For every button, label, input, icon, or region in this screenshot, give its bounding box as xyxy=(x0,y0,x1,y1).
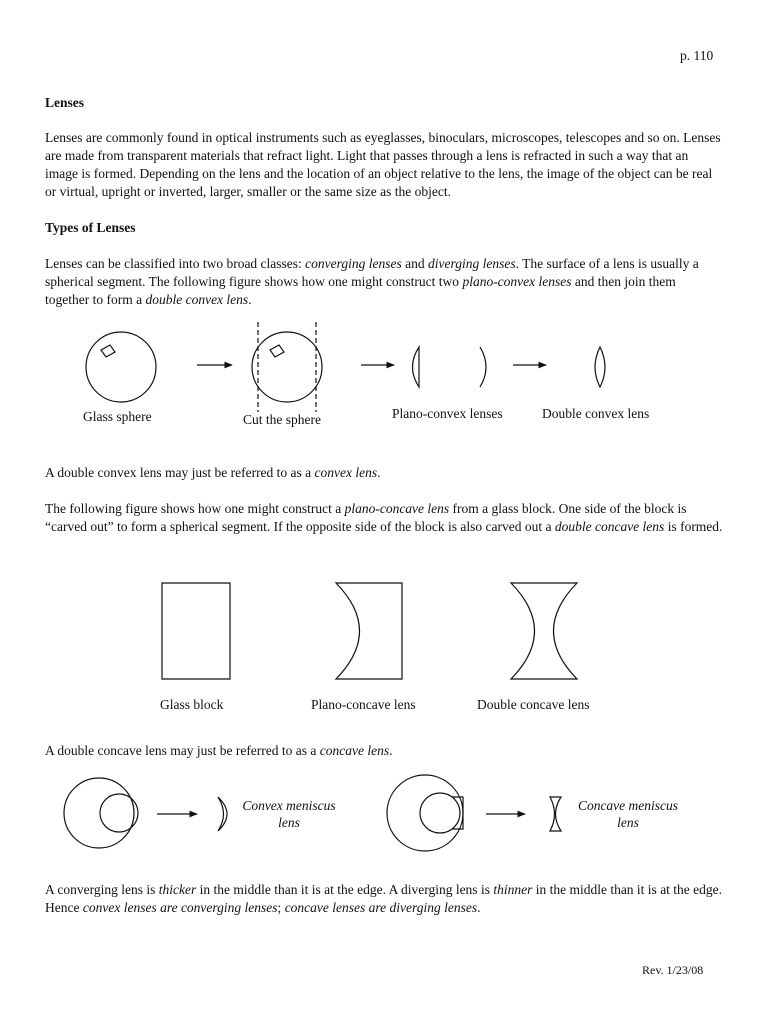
glass-block-drawing xyxy=(162,583,230,679)
intersecting-circles-drawing xyxy=(64,778,138,848)
intro-paragraph: Lenses are commonly found in optical instruments such as eyeglasses, binoculars, microscopes, telescopes and so on. Lenses are made from transparent materials that refract light. Light that passes through a lens is refracted in such a way that an image is formed. Depending on the lens and the location of an object relative to the lens, the image of the object can be real or virtual, upright or inverted, larger, smaller or the same size as the object. xyxy=(45,130,721,199)
text-run: . The surface of a lens is usually a spherical segment. The following figure shows how one might construct two xyxy=(45,256,699,289)
lens-classes-paragraph xyxy=(45,255,723,309)
italic-term: double convex lens xyxy=(145,292,249,307)
convex-meniscus-caption: Convex meniscus lens xyxy=(242,798,336,830)
text-run: A double concave lens may just be referred to as a xyxy=(45,743,320,758)
double-concave-lens-drawing xyxy=(511,583,577,679)
text-run: from a glass block. One side of the block is “carved out” to form a spherical segment. If the opposite side of the block is also carved out a xyxy=(45,501,687,534)
text-run: . xyxy=(477,900,481,915)
plano-concave-lens-drawing xyxy=(336,583,402,679)
types-of-lenses-heading: Types of Lenses xyxy=(45,220,136,235)
block-to-concave-lens-figure xyxy=(0,578,768,688)
italic-term: diverging lenses xyxy=(428,256,516,271)
cut-sphere-caption: Cut the sphere xyxy=(243,412,321,427)
italic-term: thinner xyxy=(493,882,533,897)
italic-term: convex lenses are converging lenses xyxy=(82,900,278,915)
italic-term: concave lens xyxy=(319,743,390,758)
convex-meniscus-lens-drawing xyxy=(218,797,227,831)
double-convex-caption: Double convex lens xyxy=(542,406,650,421)
concave-meniscus-lens-drawing xyxy=(550,797,561,831)
text-run: and xyxy=(401,256,429,271)
italic-term: thicker xyxy=(158,882,197,897)
italic-term: plano-convex lenses xyxy=(462,274,572,289)
sphere-to-convex-lens-figure xyxy=(0,318,768,408)
glass-sphere-drawing xyxy=(86,332,156,402)
nested-circles-drawing xyxy=(387,775,463,851)
revision-date: Rev. 1/23/08 xyxy=(642,963,704,977)
text-run: in the middle than it is at the edge. A diverging lens is xyxy=(196,882,494,897)
concave-meniscus-caption: Concave meniscus lens xyxy=(577,798,679,830)
concave-lens-note xyxy=(45,742,723,760)
italic-term: converging lenses xyxy=(305,256,402,271)
glass-block-caption: Glass block xyxy=(160,697,224,712)
text-run: and then join them together to form a xyxy=(45,274,676,307)
double-convex-lens-drawing xyxy=(595,347,605,387)
text-run: A converging lens is xyxy=(45,882,159,897)
convex-lens-note xyxy=(45,464,723,482)
text-run: . xyxy=(377,465,381,480)
conclusion-paragraph xyxy=(45,881,723,917)
text-run: A double convex lens may just be referred to as a xyxy=(45,465,315,480)
italic-term: double concave lens xyxy=(554,519,665,534)
plano-convex-caption: Plano-convex lenses xyxy=(392,406,503,421)
plano-convex-lenses-drawing xyxy=(413,347,487,387)
double-concave-caption: Double concave lens xyxy=(477,697,590,712)
glass-sphere-caption: Glass sphere xyxy=(83,409,152,424)
italic-term: plano-concave lens xyxy=(344,501,450,516)
plano-concave-caption: Plano-concave lens xyxy=(311,697,416,712)
italic-term: convex lens xyxy=(314,465,378,480)
text-run: in the middle than it is at the edge. Hence xyxy=(45,882,723,915)
plano-concave-paragraph xyxy=(45,500,723,536)
text-run: is formed. xyxy=(664,519,723,534)
cut-sphere-drawing xyxy=(252,322,322,412)
text-run: . xyxy=(389,743,393,758)
text-run: Lenses can be classified into two broad classes: xyxy=(45,256,306,271)
italic-term: concave lenses are diverging lenses xyxy=(284,900,478,915)
page-number: p. 110 xyxy=(680,48,714,63)
text-run: . xyxy=(248,292,252,307)
text-run: ; xyxy=(277,900,285,915)
text-run: The following figure shows how one might construct a xyxy=(45,501,345,516)
lenses-heading: Lenses xyxy=(45,95,85,110)
